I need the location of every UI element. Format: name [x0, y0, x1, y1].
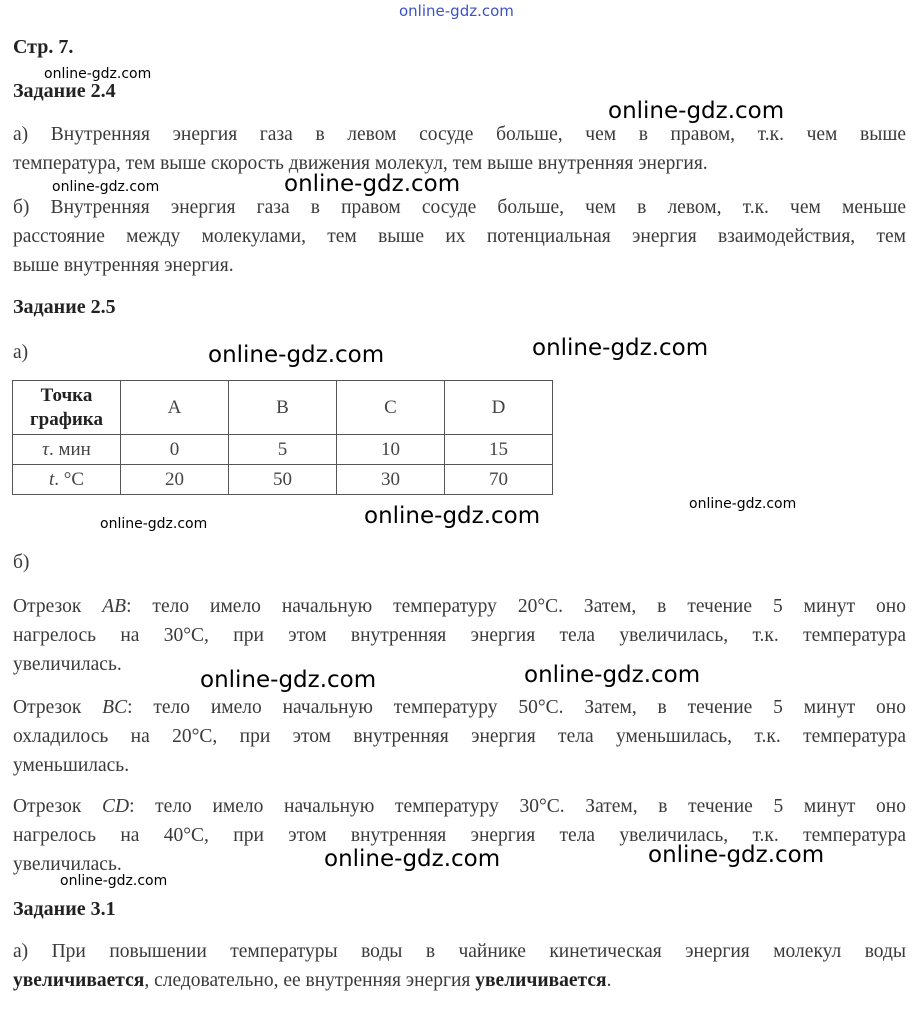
text-line: увеличилась.	[13, 654, 122, 675]
watermark: online-gdz.com	[208, 342, 385, 368]
text-line	[13, 966, 906, 995]
task-2-4-title: Задание 2.4	[13, 80, 116, 102]
t-symbol: t	[48, 468, 55, 490]
text-line	[13, 592, 906, 621]
task-2-5-a-label: а)	[13, 342, 29, 363]
table-cell: 30	[337, 465, 445, 495]
watermark: online-gdz.com	[608, 98, 785, 124]
watermark: online-gdz.com	[200, 667, 377, 693]
text-line: нагрелось на 40°C, при этом внутренняя энергия тела увеличилась, т.к. температура	[13, 825, 906, 846]
bold-word: увеличивается	[475, 970, 607, 991]
watermark: online-gdz.com	[324, 846, 501, 872]
task-2-5-b-label: б)	[13, 552, 30, 573]
table-header-cell	[13, 381, 121, 435]
table-cell: 15	[445, 435, 553, 465]
segment-prefix: Отрезок	[13, 697, 103, 718]
text-line	[13, 693, 906, 722]
text-line	[13, 792, 906, 821]
segment-bc-text	[13, 693, 906, 780]
watermark: online-gdz.com	[364, 503, 541, 529]
tau-unit: . мин	[48, 438, 91, 460]
text-line: выше внутренняя энергия.	[13, 255, 234, 276]
page-label: Стр. 7.	[13, 36, 74, 58]
segment-name: AB	[102, 596, 127, 617]
text-fragment: , следовательно, ее внутренняя энергия	[144, 970, 476, 991]
table-row	[13, 435, 553, 465]
watermark: online-gdz.com	[100, 516, 208, 532]
table-cell: 20	[121, 465, 229, 495]
segment-ab-text	[13, 592, 906, 679]
point-cell: A	[121, 381, 229, 435]
watermark-top: online-gdz.com	[399, 2, 514, 20]
watermark: online-gdz.com	[284, 171, 461, 197]
segment-cd-text	[13, 792, 906, 879]
row-label-cell	[13, 465, 121, 495]
segment-prefix: Отрезок	[13, 796, 102, 817]
watermark: online-gdz.com	[689, 496, 797, 512]
table-cell: 70	[445, 465, 553, 495]
t-unit: . °C	[54, 468, 85, 490]
text-line: нагрелось на 30°C, при этом внутренняя энергия тела увеличилась, т.к. температура	[13, 625, 906, 646]
task-2-4-answer-a	[13, 120, 906, 178]
task-3-1-answer-a	[13, 937, 906, 995]
table-row	[13, 381, 553, 435]
text-line: а) При повышении температуры воды в чайнике кинетическая энергия молекул воды	[13, 941, 906, 962]
watermark: online-gdz.com	[44, 66, 152, 82]
segment-prefix: Отрезок	[13, 596, 103, 617]
text-line: а) Внутренняя энергия газа в левом сосуде больше, чем в правом, т.к. чем выше	[13, 124, 906, 145]
header-label-line: Точка	[40, 384, 93, 406]
watermark: online-gdz.com	[524, 662, 701, 688]
text-line: уменьшилась.	[13, 755, 130, 776]
data-table	[12, 380, 553, 495]
watermark: online-gdz.com	[52, 179, 160, 195]
text-line: б) Внутренняя энергия газа в правом сосуде больше, чем в левом, т.к. чем меньше	[13, 197, 906, 218]
segment-name: CD	[101, 796, 130, 817]
table-cell: 50	[229, 465, 337, 495]
task-2-4-answer-b	[13, 193, 906, 280]
task-2-5-title: Задание 2.5	[13, 296, 116, 318]
table-cell: 5	[229, 435, 337, 465]
segment-text: : тело имело начальную температуру 50°C. Затем, в течение 5 минут оно	[127, 697, 906, 718]
text-fragment: .	[606, 970, 612, 991]
text-line: увеличилась.	[13, 854, 122, 875]
segment-text: : тело имело начальную температуру 20°C. Затем, в течение 5 минут оно	[126, 596, 906, 617]
text-line: температура, тем выше скорость движения молекул, тем выше внутренняя энергия.	[13, 153, 708, 174]
segment-text: : тело имело начальную температуру 30°C. Затем, в течение 5 минут оно	[129, 796, 906, 817]
point-cell: B	[229, 381, 337, 435]
watermark: online-gdz.com	[532, 335, 709, 361]
bold-word: увеличивается	[13, 970, 145, 991]
watermark: online-gdz.com	[60, 873, 168, 889]
table-cell: 10	[337, 435, 445, 465]
segment-name: BC	[102, 697, 128, 718]
text-line: охладилось на 20°C, при этом внутренняя энергия тела уменьшилась, т.к. температура	[13, 726, 906, 747]
text-line: расстояние между молекулами, тем выше их потенциальная энергия взаимодействия, тем	[13, 226, 906, 247]
task-3-1-title: Задание 3.1	[13, 898, 116, 920]
row-label-cell	[13, 435, 121, 465]
header-label-line: графика	[30, 408, 103, 430]
point-cell: D	[445, 381, 553, 435]
point-cell: C	[337, 381, 445, 435]
table-row	[13, 465, 553, 495]
table-cell: 0	[121, 435, 229, 465]
watermark: online-gdz.com	[648, 842, 825, 868]
tau-symbol: τ	[42, 438, 49, 460]
